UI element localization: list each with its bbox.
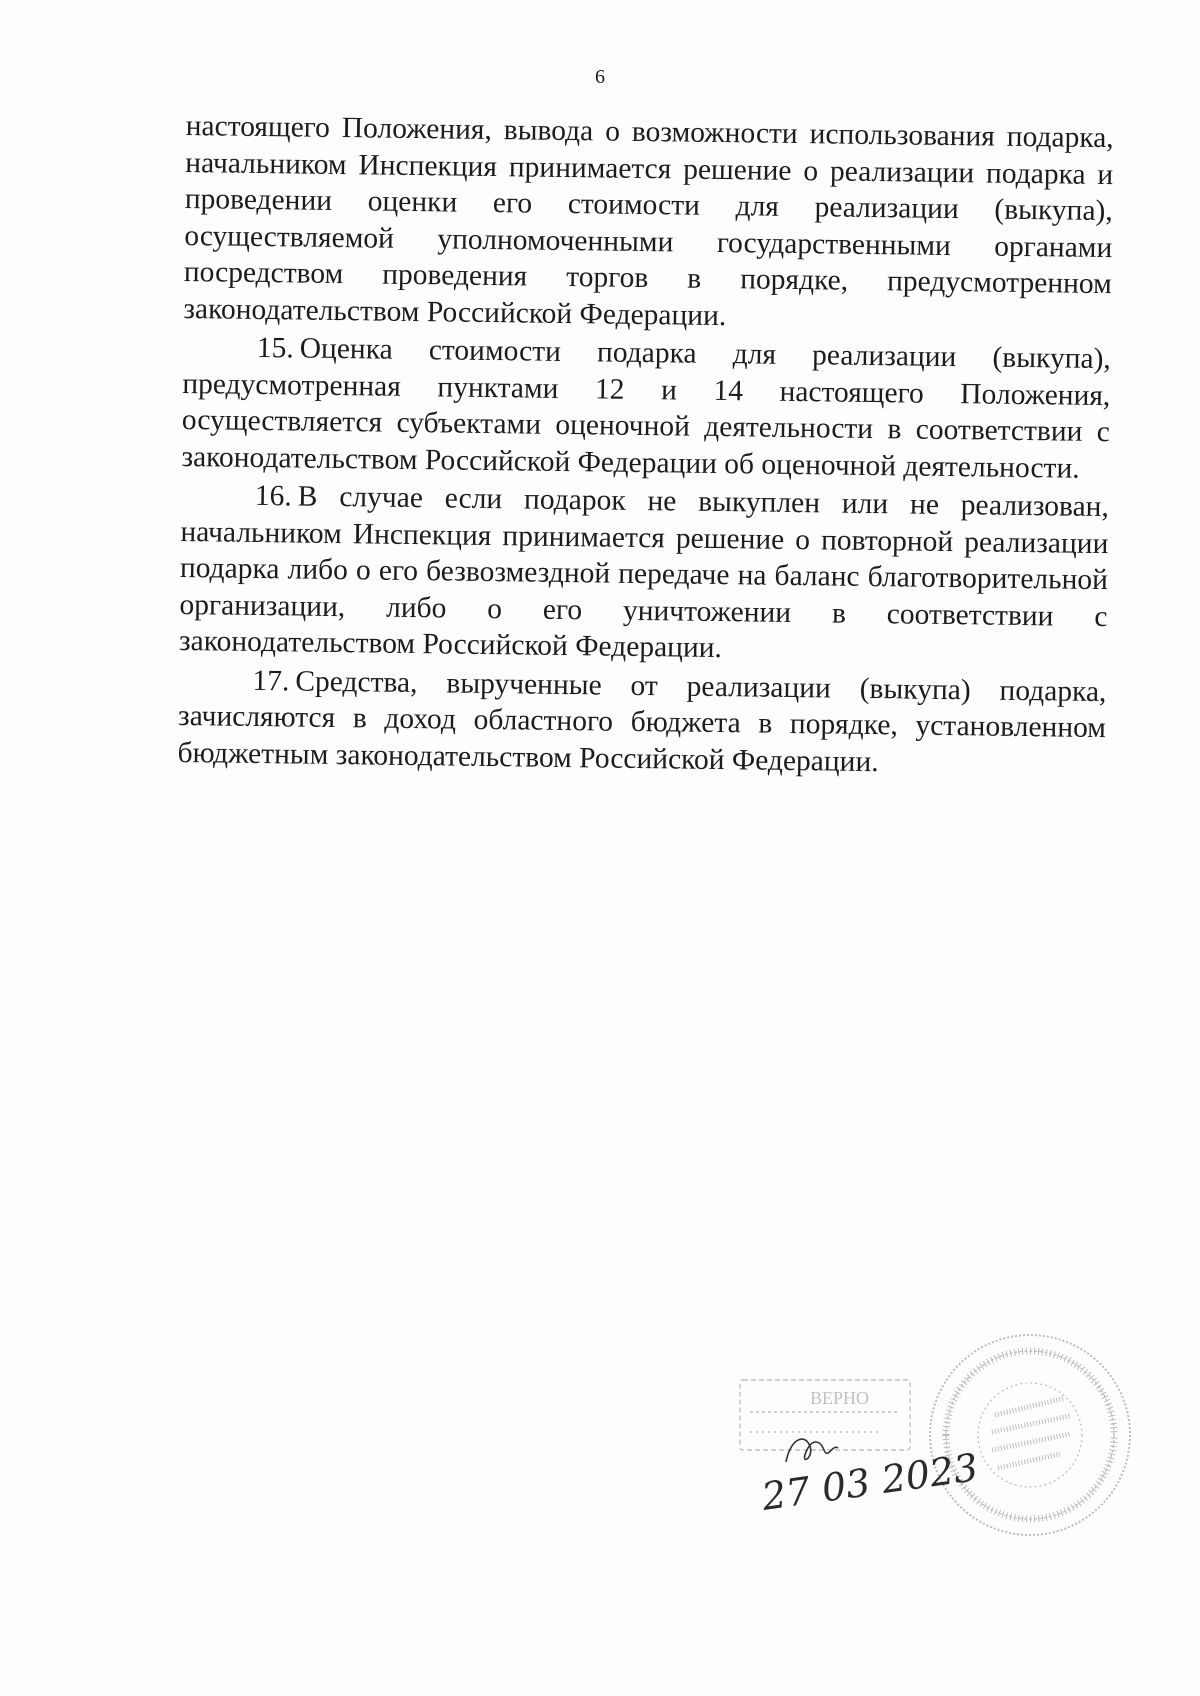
paragraph-number: 15. <box>256 331 294 365</box>
paragraph-text: настоящего Положения, вывода о возможности использования подарка, начальником Инспекция принимается решение о реализации подарка и проведении оценки его стоимости для реализации (выкупа), осуществляемой уполномоченными государственными органами посредством проведения торгов в порядке, предусмотренном законодательством Российской Федерации. <box>183 109 1114 332</box>
document-body <box>177 108 1114 785</box>
paragraph-text: Средства, вырученные от реализации (выкупа) подарка, зачисляются в доход областного бюджета в порядке, установленном бюджетным законодательством Российской Федерации. <box>177 664 1107 778</box>
paragraph-17 <box>177 661 1106 783</box>
paragraph-15 <box>181 329 1111 487</box>
handwritten-date: 27 03 2023 <box>759 1445 981 1519</box>
paragraph-16 <box>179 477 1109 672</box>
paragraph-number: 16. <box>254 479 293 513</box>
official-seal <box>930 1335 1130 1535</box>
page-number: 6 <box>595 66 605 88</box>
paragraph-number: 17. <box>252 664 290 697</box>
paragraph-text: Оценка стоимости подарка для реализации (выкупа), предусмотренная пунктами 12 и 14 настоящего Положения, осуществляется субъектами оценочной деятельности в соответствии с законодательством Российской Федерации об оценочной деятельности. <box>181 332 1112 485</box>
paragraph-continuation <box>183 108 1114 339</box>
certification-mark <box>720 1320 1140 1560</box>
paragraph-text: В случае если подарок не выкуплен или не реализован, начальником Инспекция принимается решение о повторной реализации подарка либо о его безвозмездной передаче на баланс благотворительной организации, либо о его уничтожении в соответствии с законодательством Российской Федерации. <box>178 480 1110 665</box>
stamp-label: ВЕРНО <box>810 1388 870 1408</box>
